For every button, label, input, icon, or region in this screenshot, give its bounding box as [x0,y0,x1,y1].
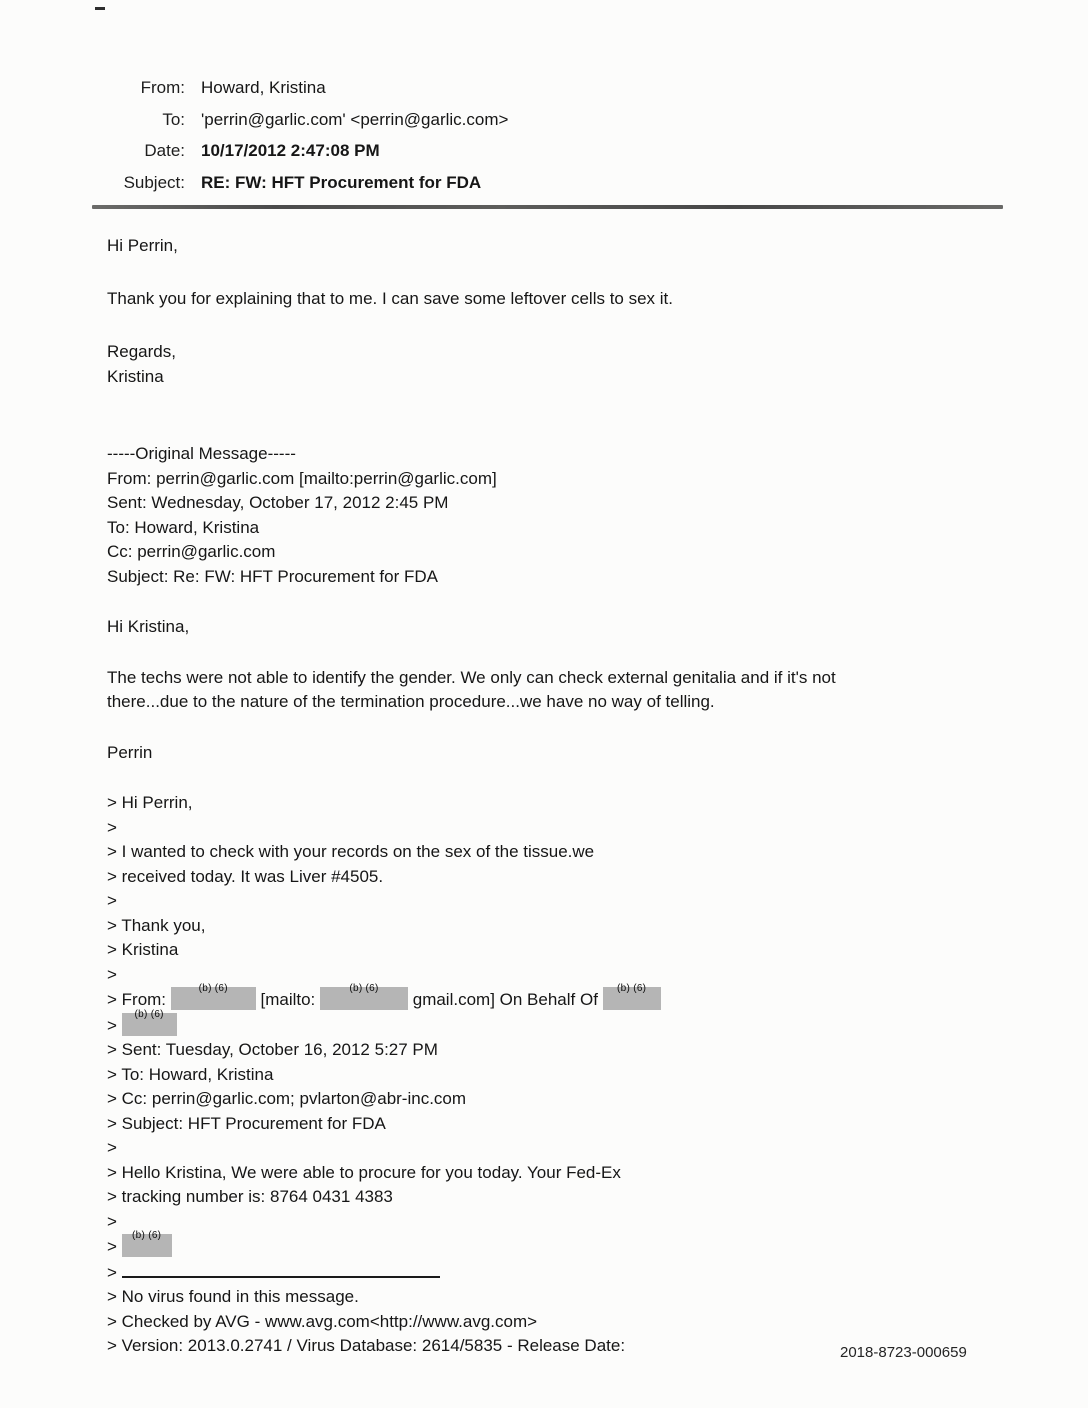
quoted-line-2: > [107,817,117,837]
redaction-exemption-label: (b) (6) [349,983,379,994]
signoff: Regards, [107,342,176,361]
redaction-box [320,983,408,1010]
quoted-line-3: > I wanted to check with your records on the sex of the tissue.we [107,842,595,861]
original-message-headers [107,467,1028,590]
email-header-block [0,72,1088,198]
signoff-name: Kristina [107,366,164,386]
redaction-box [603,983,661,1010]
quoted-line-17: > tracking number is: 8764 0431 4383 [107,1187,393,1206]
quoted-line-4: > received today. It was Liver #4505. [107,866,384,886]
quoted-line-11: > Sent: Tuesday, October 16, 2012 5:27 PM [107,1040,438,1059]
quoted-line-23: > Version: 2013.0.2741 / Virus Database: 2614/5835 - Release Date: [107,1336,626,1355]
quoted-line-22: > Checked by AVG - www.avg.com<http://www.avg.com> [107,1311,538,1331]
header-field-value: 'perrin@garlic.com' <perrin@garlic.com> [201,109,509,129]
header-row-date [0,135,1088,167]
signature-divider-line [122,1260,440,1278]
body-paragraph: Thank you for explaining that to me. I can save some leftover cells to sex it. [107,289,673,308]
redaction-box [122,1230,172,1257]
redaction-exemption-label: (b) (6) [616,983,647,994]
quoted-line-10: > (b) (6) [107,1013,1028,1039]
document-control-number: 2018-8723-000659 [840,1344,967,1361]
quoted-line-18: > [107,1211,117,1231]
greeting-2: Hi Kristina, [107,617,190,636]
body-paragraph-2-line-2: there...due to the nature of the termination procedure...we have no way of telling. [107,692,715,711]
scan-artifact-dash [95,7,105,10]
redaction-exemption-label: (b) (6) [134,1008,164,1020]
header-divider-rule [92,205,1003,209]
quoted-line-6: > Thank you, [107,915,206,935]
quoted-line-15: > [107,1138,117,1157]
quoted-line-20: > [107,1260,1028,1286]
header-field-label: Subject: [123,172,185,192]
header-field-label: From: [140,78,185,97]
redaction-exemption-label: (b) (6) [198,983,228,994]
header-row-subject [0,167,1088,199]
header-field-value: Howard, Kristina [201,78,326,97]
redaction-box [171,983,256,1010]
email-body [107,234,1028,1359]
original-header-line: To: Howard, Kristina [107,517,260,537]
body-paragraph-2-line-1: The techs were not able to identify the gender. We only can check external genitalia and if it's not [107,667,836,687]
header-row-from [0,72,1088,104]
original-message-separator: -----Original Message----- [107,444,296,463]
original-header-line: Cc: perrin@garlic.com [107,542,276,561]
header-field-value: 10/17/2012 2:47:08 PM [201,141,380,160]
quoted-line-16: > Hello Kristina, We were able to procure for you today. Your Fed-Ex [107,1162,621,1182]
quoted-message-block [107,791,1028,1359]
redaction-exemption-label: (b) (6) [131,1230,162,1241]
quoted-line-7: > Kristina [107,940,179,959]
quoted-line-21: > No virus found in this message. [107,1287,359,1306]
signoff-2: Perrin [107,742,153,762]
header-field-value: RE: FW: HFT Procurement for FDA [201,172,482,192]
original-header-line: Sent: Wednesday, October 17, 2012 2:45 PM [107,493,449,512]
greeting: Hi Perrin, [107,236,178,255]
quoted-line-12: > To: Howard, Kristina [107,1064,274,1084]
header-field-label: Date: [144,141,185,160]
quoted-line-14: > Subject: HFT Procurement for FDA [107,1113,386,1133]
quoted-line-9: > From: (b) (6) [mailto: (b) (6) gmail.com] On Behalf Of (b) (6) [107,987,1028,1013]
original-header-line: Subject: Re: FW: HFT Procurement for FDA [107,566,438,586]
quoted-line-5: > [107,891,117,910]
redaction-box [122,1008,177,1036]
header-field-label: To: [162,109,185,129]
quoted-line-8: > [107,964,117,984]
quoted-line-19: > (b) (6) [107,1234,1028,1260]
quoted-line-1: > Hi Perrin, [107,793,193,812]
header-row-to [0,104,1088,136]
original-header-line: From: perrin@garlic.com [mailto:perrin@garlic.com] [107,468,497,488]
quoted-line-13: > Cc: perrin@garlic.com; pvlarton@abr-inc.com [107,1089,467,1108]
